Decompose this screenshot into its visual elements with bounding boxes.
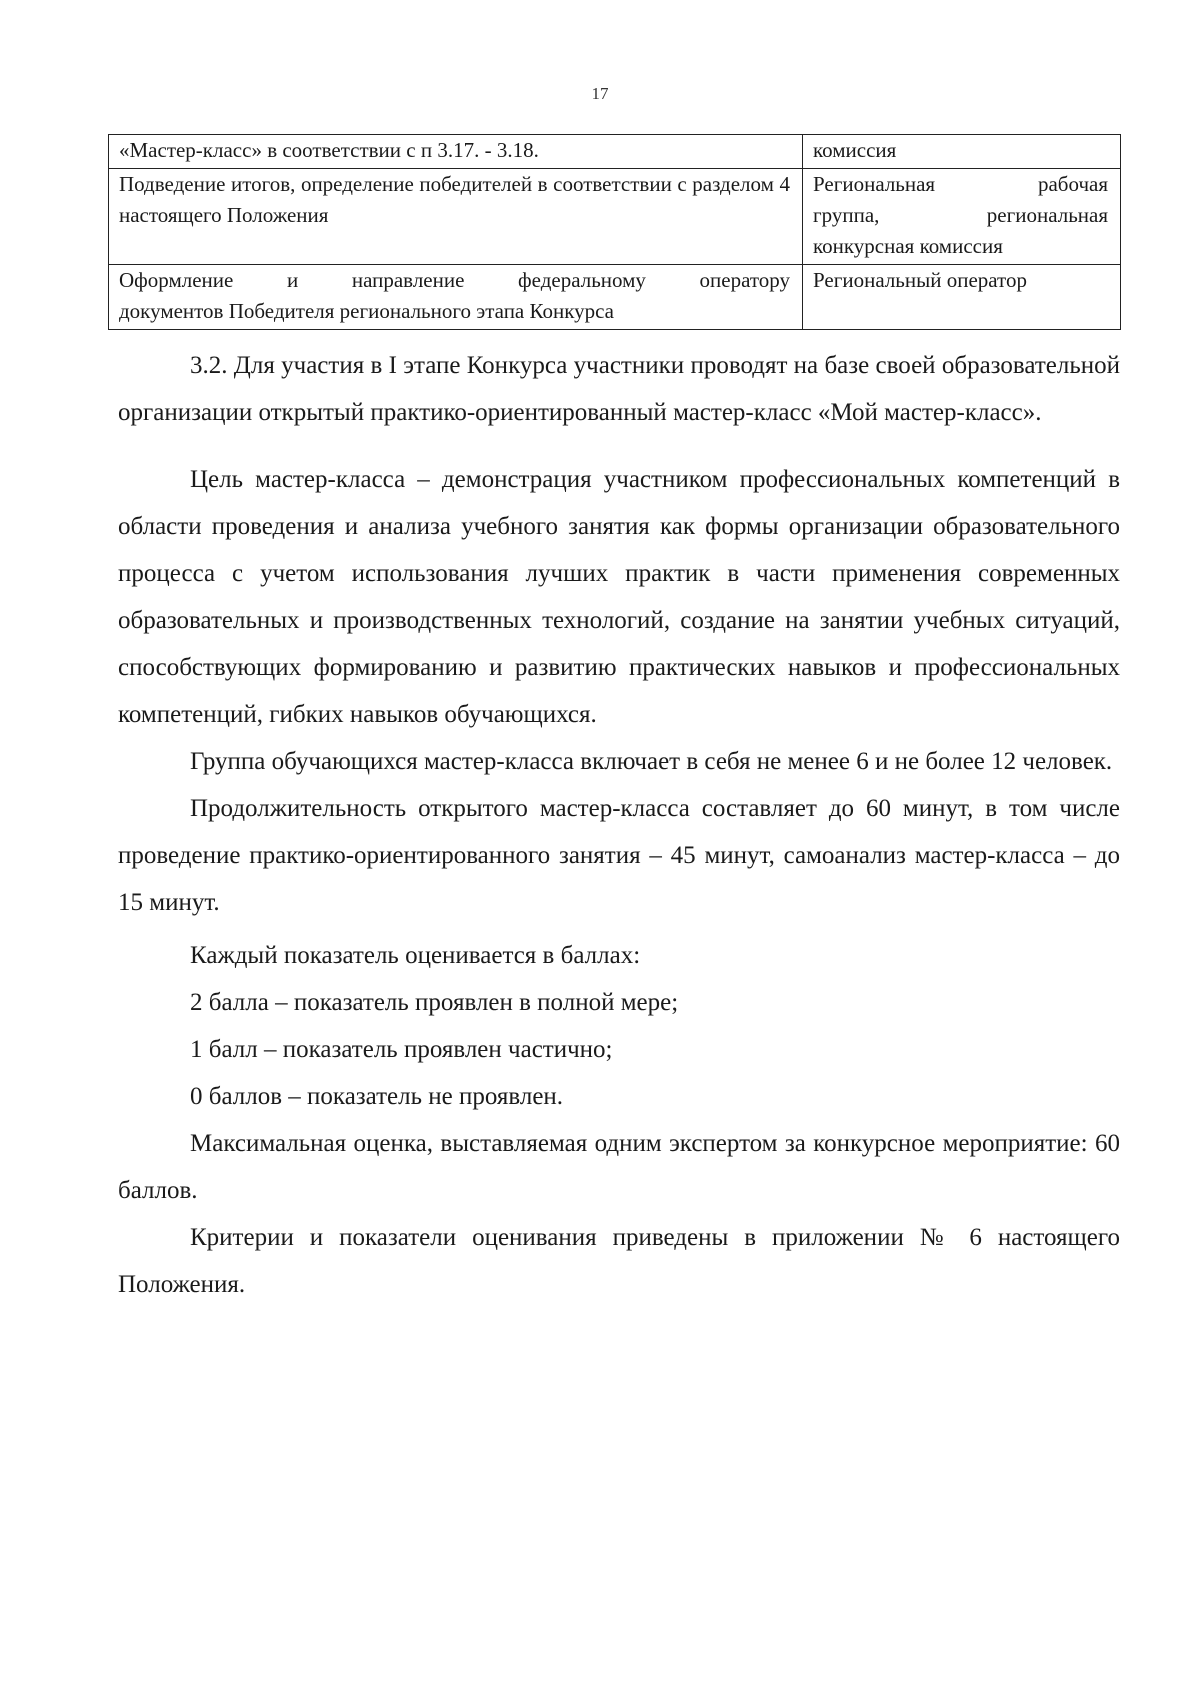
paragraph-goal: Цель мастер-класса – демонстрация участником профессиональных компетенций в области проведения и анализа учебного занятия как формы организации образовательного процесса с учетом использования лучших практик в части применения современных образовательных и производственных технологий, создание на занятии учебных ситуаций, способствующих формированию и развитию практических навыков и профессиональных компетенций, гибких навыков обучающихся. bbox=[118, 466, 1120, 728]
table-cell-line: Региональная рабочая bbox=[813, 172, 1108, 196]
table-cell-line: документов Победителя регионального этапа Конкурса bbox=[119, 299, 615, 323]
table-cell-line: группа, региональная bbox=[813, 203, 1108, 227]
paragraph-group-size: Группа обучающихся мастер-класса включает в себя не менее 6 и не более 12 человек. bbox=[190, 748, 1113, 775]
table-row bbox=[109, 135, 1121, 169]
paragraph-3-2: 3.2. Для участия в I этапе Конкурса участники проводят на базе своей образовательной организации открытый практико-ориентированный мастер-класс «Мой мастер-класс». bbox=[118, 352, 1120, 426]
paragraph-criteria: Критерии и показатели оценивания приведены в приложении № 6 настоящего Положения. bbox=[118, 1224, 1120, 1298]
table-cell-event bbox=[109, 265, 803, 330]
table-row bbox=[109, 169, 1121, 265]
table-cell-line: Оформление и направление федеральному оператору bbox=[119, 268, 790, 292]
table-cell-responsible: комиссия bbox=[803, 135, 1121, 169]
paragraph-scoring-intro: Каждый показатель оценивается в баллах: bbox=[190, 942, 641, 969]
paragraph-duration: Продолжительность открытого мастер-класса составляет до 60 минут, в том числе проведение практико-ориентированного занятия – 45 минут, самоанализ мастер-класса – до 15 минут. bbox=[118, 795, 1120, 916]
paragraph-score-1: 1 балл – показатель проявлен частично; bbox=[190, 1036, 613, 1063]
paragraph-score-2: 2 балла – показатель проявлен в полной мере; bbox=[190, 989, 679, 1016]
table-cell-event: Подведение итогов, определение победителей в соответствии с разделом 4 настоящего Положения bbox=[109, 169, 803, 265]
paragraph-max-score: Максимальная оценка, выставляемая одним экспертом за конкурсное мероприятие: 60 баллов. bbox=[118, 1130, 1120, 1204]
schedule-table bbox=[108, 134, 1121, 330]
document-body bbox=[118, 342, 1120, 1308]
table-cell-responsible: Региональный оператор bbox=[803, 265, 1121, 330]
table-cell-responsible bbox=[803, 169, 1121, 265]
table-cell-event: «Мастер-класс» в соответствии с п 3.17. - 3.18. bbox=[109, 135, 803, 169]
page-number: 17 bbox=[591, 84, 609, 103]
table-cell-line: конкурсная комиссия bbox=[813, 234, 1003, 258]
schedule-table-container bbox=[108, 134, 1120, 330]
table-row bbox=[109, 265, 1121, 330]
paragraph-score-0: 0 баллов – показатель не проявлен. bbox=[190, 1083, 564, 1110]
